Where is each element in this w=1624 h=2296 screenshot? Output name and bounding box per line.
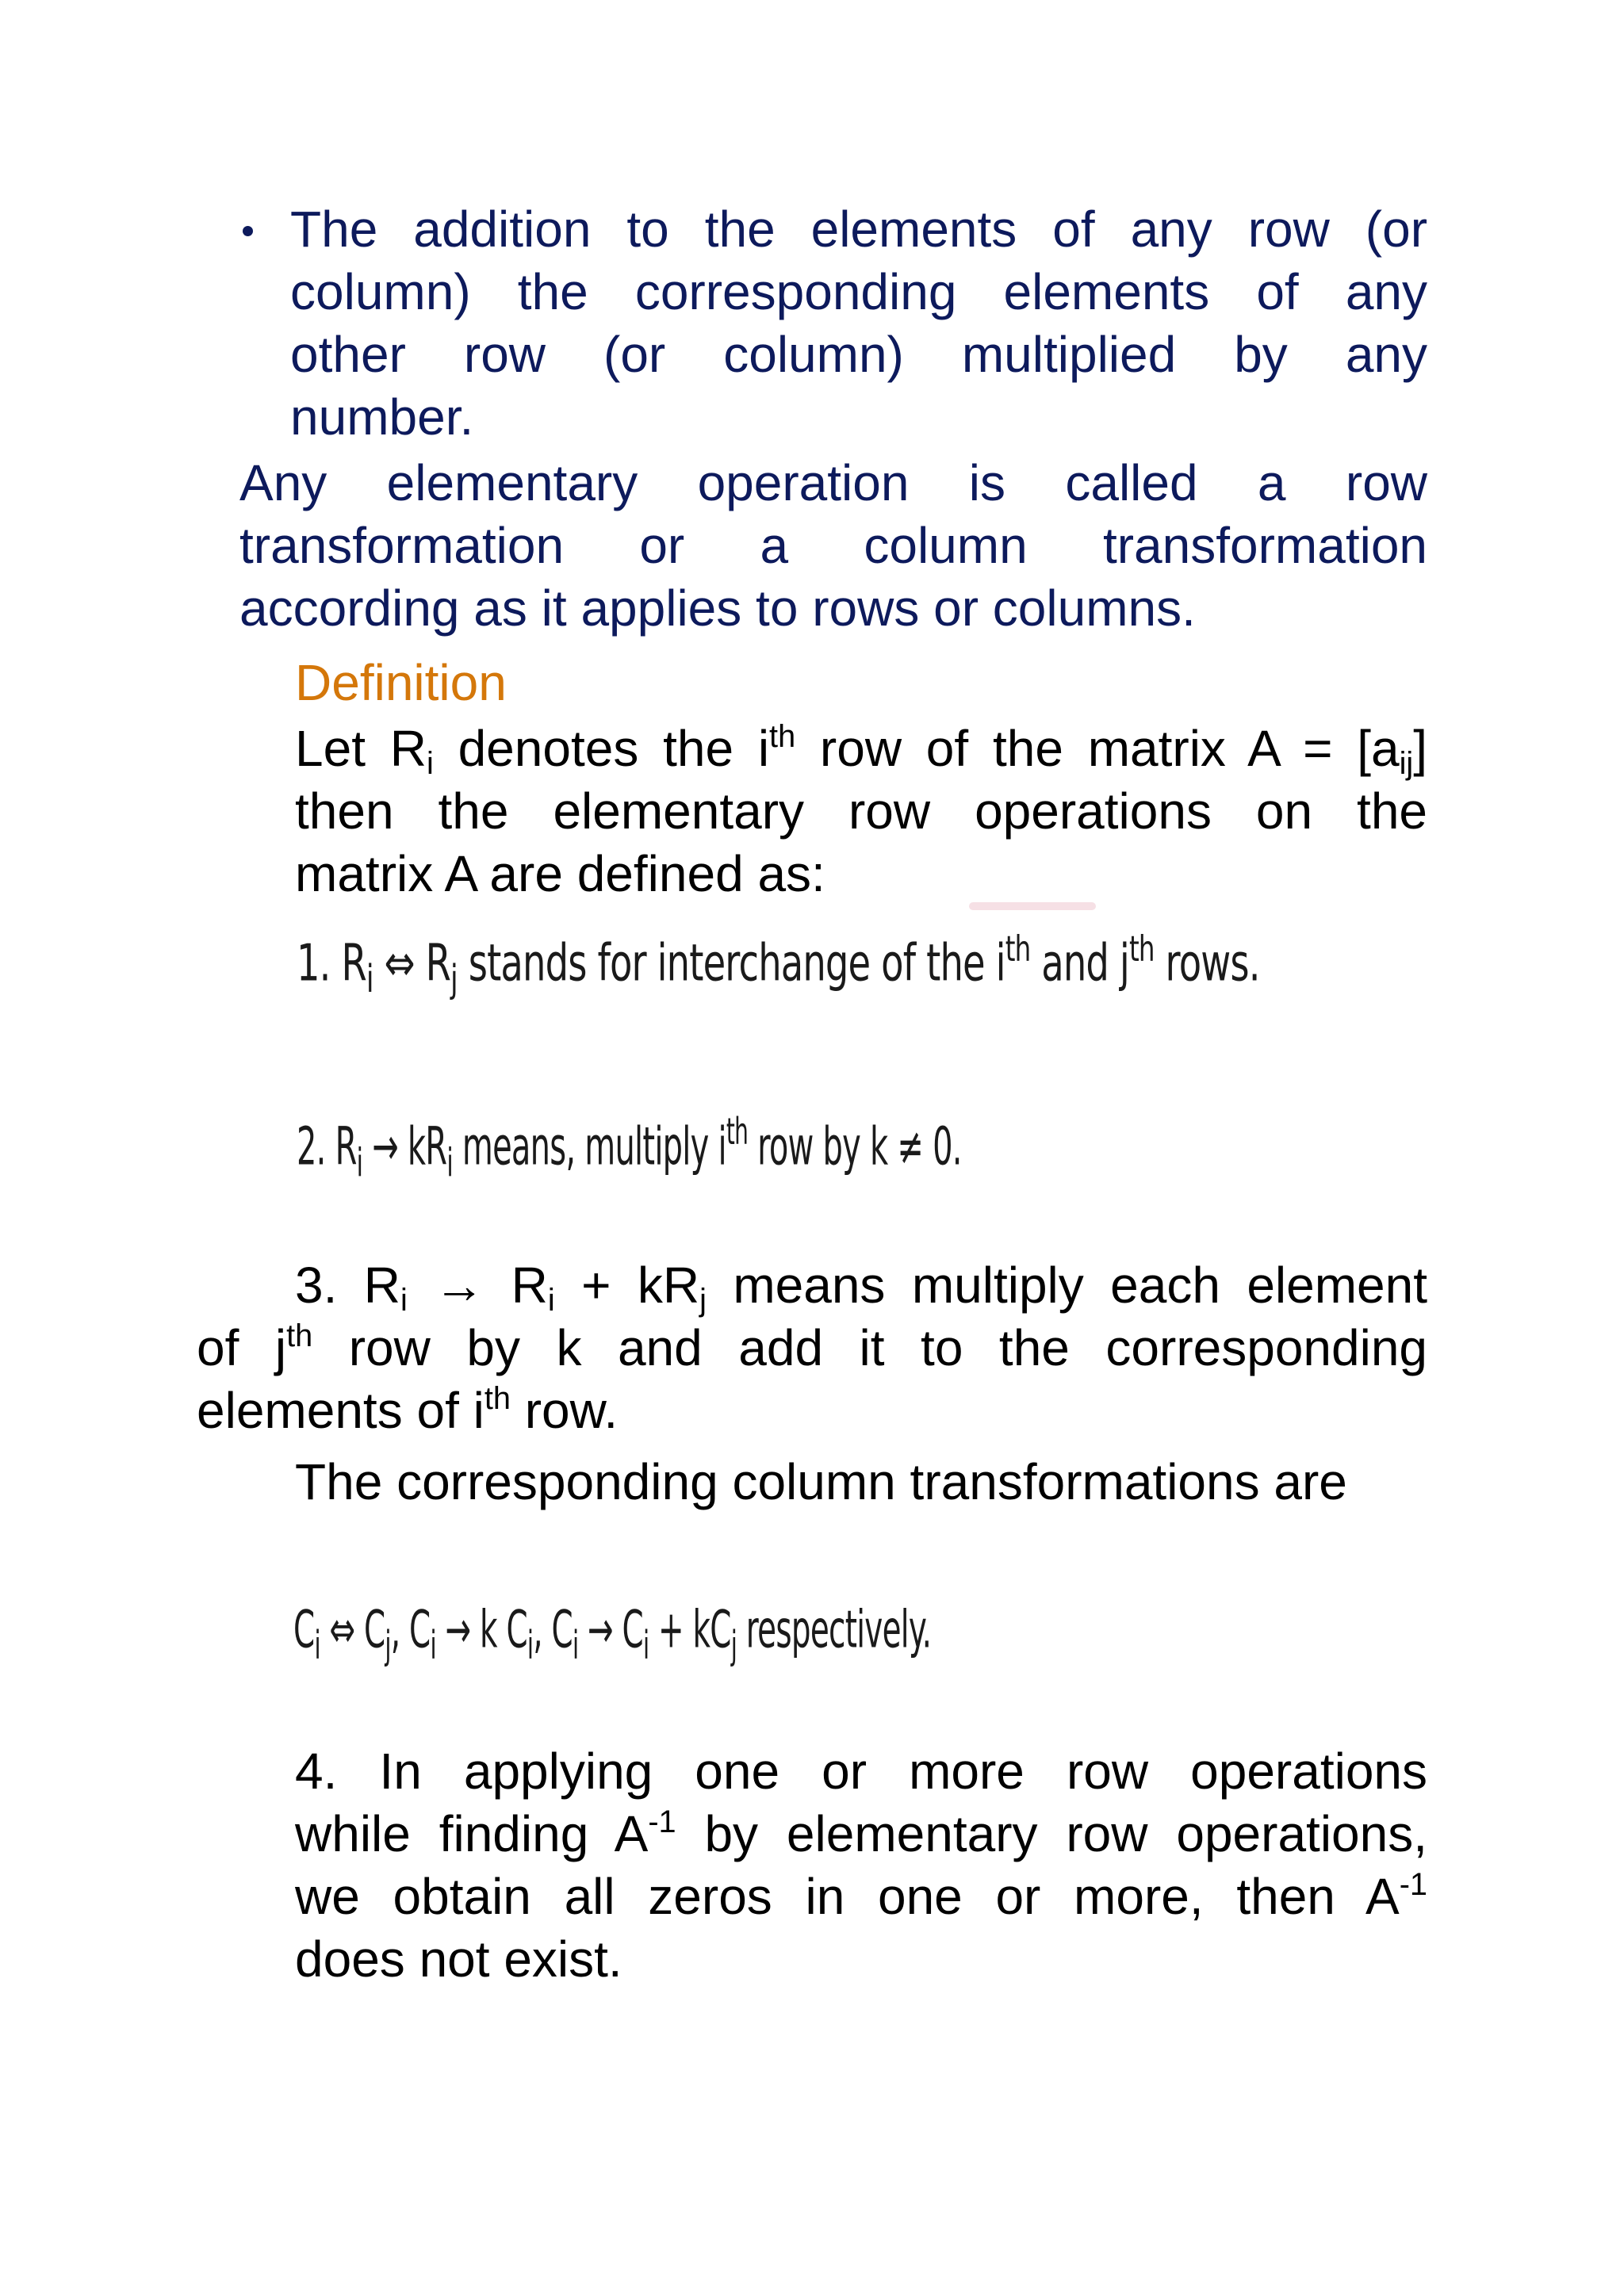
bullet-item-text: [290, 198, 1427, 449]
rule-4-line: 4. In applying one or more row operations: [295, 1743, 1427, 1800]
rule-2-formula: 2. $R_i \to kR_i$ means, multiply $i^{th}$ row by k ≠ 0.: [297, 1110, 962, 1186]
definition-line: Let $R_i$ denotes the $i^{th}$ row of the matrix $A = [a_{ij}]$: [295, 719, 1428, 781]
rule-4-paragraph: [295, 1740, 1427, 1991]
rule-4-line: we obtain all zeros in one or more, then $A^{-1}$: [295, 1867, 1427, 1925]
elementary-operation-paragraph: [239, 452, 1427, 640]
bullet-line: number.: [290, 388, 474, 446]
rule-4-line: while finding $A^{-1}$ by elementary row operations,: [295, 1804, 1427, 1862]
definition-line: then the elementary row operations on the: [295, 783, 1427, 840]
paragraph-line: according as it applies to rows or columns.: [239, 580, 1196, 637]
definition-line: matrix A are defined as:: [295, 845, 825, 902]
pink-smudge-mark: [969, 902, 1096, 910]
rule-4-line: does not exist.: [295, 1931, 622, 1988]
definition-heading: Definition: [295, 654, 507, 711]
column-transformations-formula: $C_i$ ⇔ $C_j$, $C_i \to k$ $C_i$, $C_i \to C_i + kC_j$ respectively.: [293, 1599, 932, 1669]
definition-intro: [295, 718, 1427, 905]
rule-3-line: of $j^{th}$ row by k and add it to the corresponding: [197, 1318, 1428, 1376]
bullet-line: other row (or column) multiplied by any: [290, 326, 1427, 383]
bullet-line: The addition to the elements of any row (or: [290, 201, 1427, 258]
paragraph-line: transformation or a column transformation: [239, 517, 1427, 574]
rule-3-line: elements of $i^{th}$ row.: [197, 1381, 619, 1439]
rule-3-paragraph: [197, 1254, 1427, 1442]
column-transformations-intro: The corresponding column transformations are: [295, 1453, 1347, 1510]
bullet-line: column) the corresponding elements of any: [290, 263, 1427, 320]
rule-3-line: 3. $R_i \to R_i + kR_j$ means multiply each element: [295, 1257, 1428, 1318]
bullet-dot: [243, 226, 253, 236]
rule-1-formula: 1. $R_i$ ⇔ $R_j$ stands for interchange of the $i^{th}$ and $j^{th}$ rows.: [297, 928, 1260, 1001]
paragraph-line: Any elementary operation is called a row: [239, 454, 1427, 511]
